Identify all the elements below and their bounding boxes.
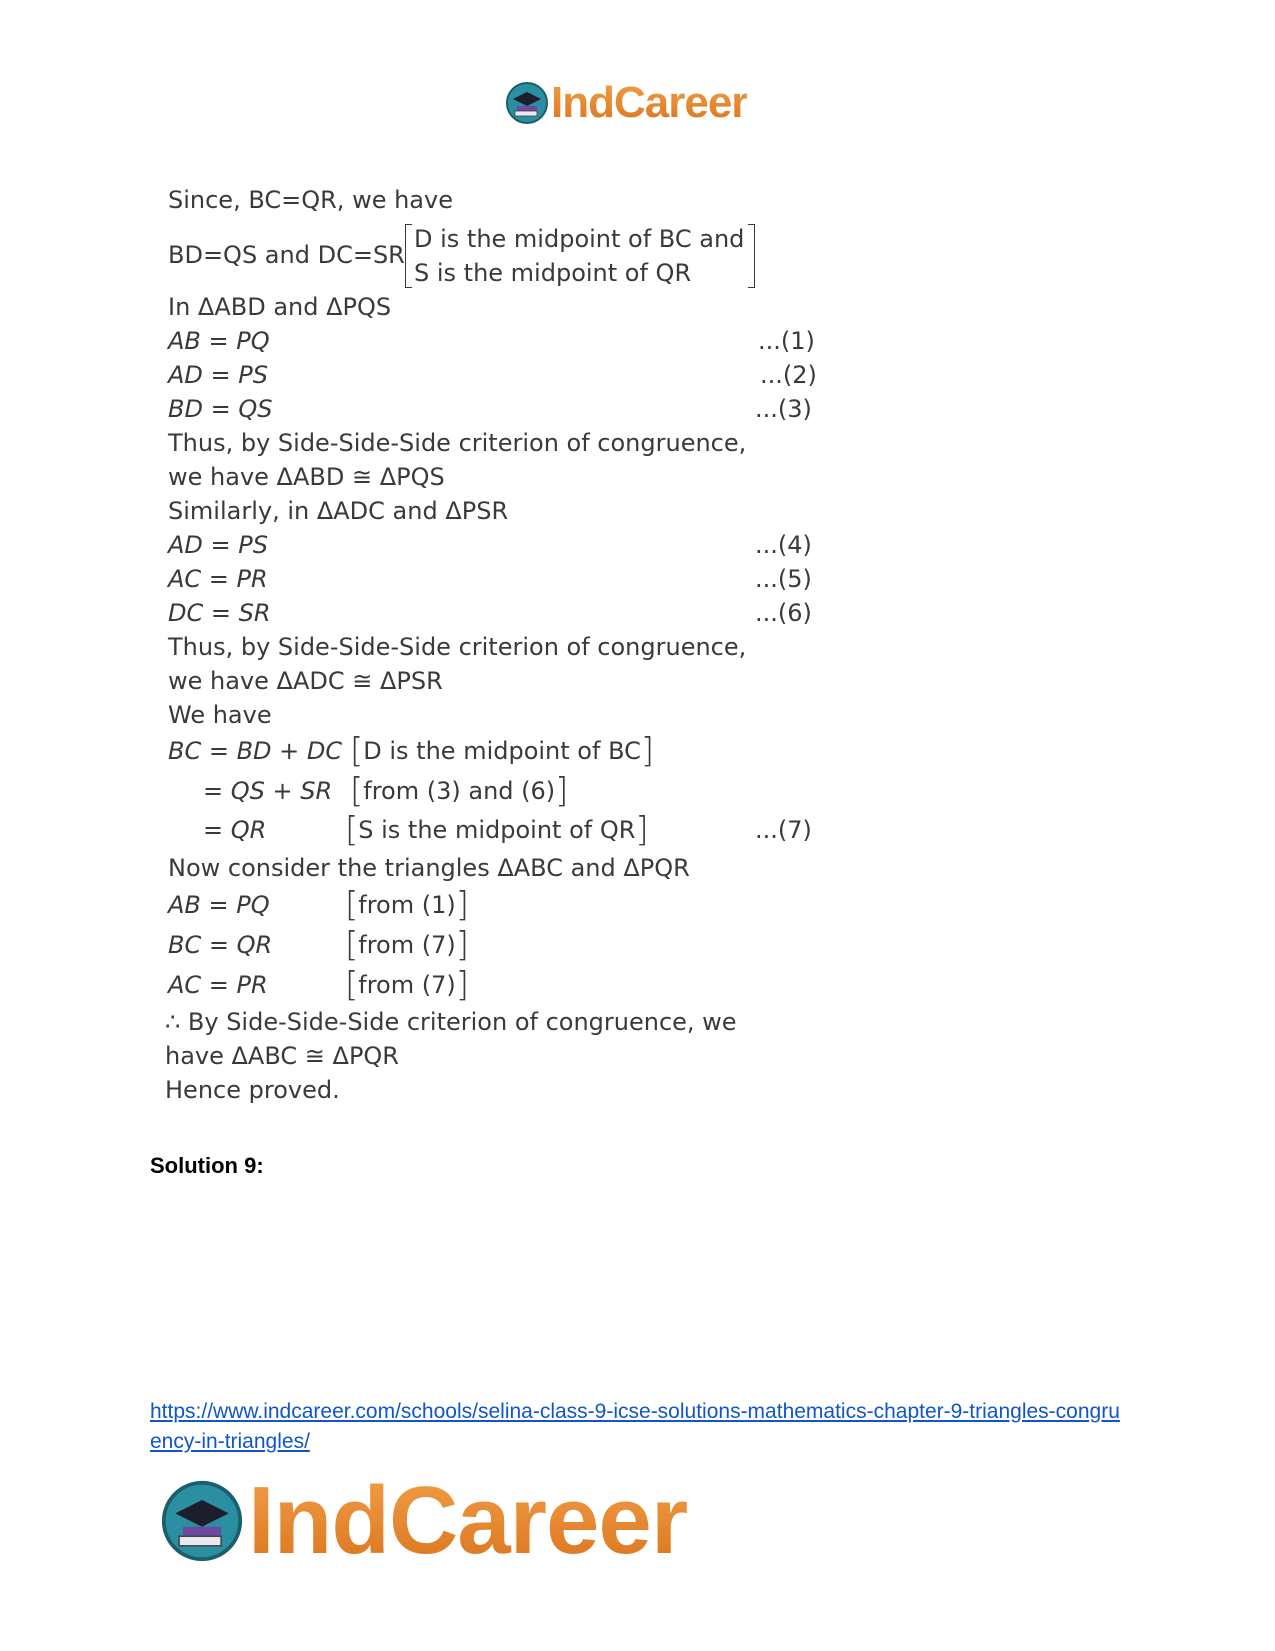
justification: [S is the midpoint of QR] — [345, 810, 649, 850]
justification: [from (3) and (6)] — [350, 771, 569, 811]
proof-line: ∴ By Side-Side-Side criterion of congruence, we — [165, 1008, 737, 1036]
equation-ref: ...(4) — [755, 531, 812, 559]
equation: BC = QR — [168, 931, 273, 959]
equation-ref: ...(6) — [755, 599, 812, 627]
proof-line: we have ΔADC ≅ ΔPSR — [168, 667, 443, 695]
equation-ref: ...(3) — [755, 395, 812, 423]
proof-line: Now consider the triangles ΔABC and ΔPQR — [168, 854, 690, 882]
proof-line: Thus, by Side-Side-Side criterion of congruence, — [168, 633, 747, 661]
justification: [from (7)] — [345, 965, 470, 1005]
proof-line: have ΔABC ≅ ΔPQR — [165, 1042, 399, 1070]
source-link[interactable]: https://www.indcareer.com/schools/selina-class-9-icse-solutions-mathematics-chapter-9-triangles-congruency-in-triangles/ — [150, 1400, 1120, 1453]
justification: [D is the midpoint of BC] — [350, 731, 655, 771]
equation: DC = SR — [168, 599, 271, 627]
proof-line: Hence proved. — [165, 1076, 340, 1104]
equation-ref: ...(7) — [755, 816, 812, 844]
proof-line: In ΔABD and ΔPQS — [168, 293, 392, 321]
proof-line: BD=QS and DC=SR — [168, 241, 405, 269]
equation-ref: ...(1) — [758, 327, 815, 355]
bracket-text: D is the midpoint of BC and — [414, 225, 745, 253]
equation: BD = QS — [168, 395, 273, 423]
proof-line: Thus, by Side-Side-Side criterion of congruence, — [168, 429, 747, 457]
proof-line: Similarly, in ΔADC and ΔPSR — [168, 497, 509, 525]
justification: [from (1)] — [345, 885, 470, 925]
bracket-text: S is the midpoint of QR — [414, 259, 692, 287]
graduation-book-globe-icon — [160, 1479, 244, 1563]
midpoint-bracket — [405, 224, 755, 288]
equation: AB = PQ — [168, 891, 270, 919]
header-logo — [505, 78, 747, 128]
equation-ref: ...(5) — [755, 565, 812, 593]
equation: = QR — [203, 816, 267, 844]
logo-text: IndCareer — [248, 1467, 688, 1574]
equation: AD = PS — [168, 531, 268, 559]
equation: AC = PR — [168, 971, 268, 999]
proof-line: Since, BC=QR, we have — [168, 186, 453, 214]
equation: AB = PQ — [168, 327, 270, 355]
proof-line: We have — [168, 701, 272, 729]
equation: AC = PR — [168, 565, 268, 593]
equation-ref: ...(2) — [760, 361, 817, 389]
equation: = QS + SR — [203, 777, 333, 805]
justification: [from (7)] — [345, 925, 470, 965]
solution-heading: Solution 9: — [150, 1153, 264, 1178]
footer-logo — [160, 1466, 687, 1576]
logo-text: IndCareer — [551, 78, 748, 127]
equation: BC = BD + DC — [168, 737, 343, 765]
graduation-book-globe-icon — [505, 81, 549, 125]
equation: AD = PS — [168, 361, 268, 389]
proof-line: we have ΔABD ≅ ΔPQS — [168, 463, 445, 491]
